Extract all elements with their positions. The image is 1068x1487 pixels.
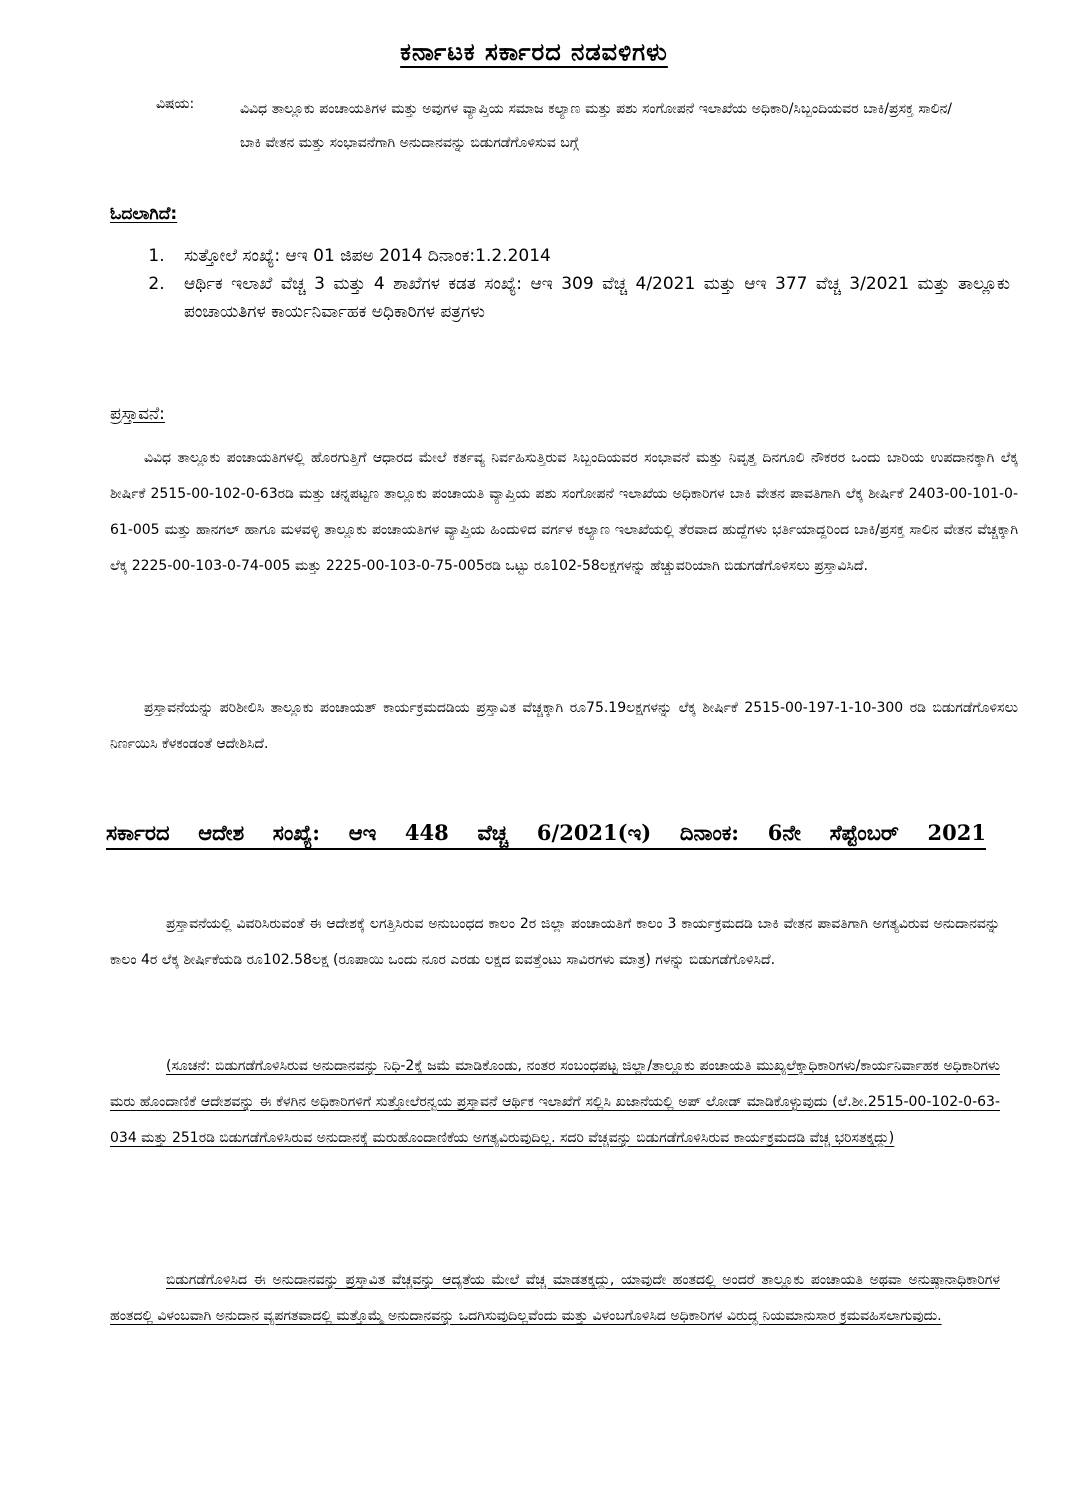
order-title: ಸರ್ಕಾರದ ಆದೇಶ ಸಂಖ್ಯೆ: ಆಇ 448 ವೆಚ್ಚ 6/2021(ಇ) ದಿನಾಂಕ: 6ನೇ ಸೆಪ್ಟೆಂಬರ್ 2021 [106,820,986,845]
read-heading: ಓದಲಾಗಿದೆ: [110,204,178,224]
subject-text: ವಿವಿಧ ತಾಲ್ಲೂಕು ಪಂಚಾಯತಿಗಳ ಮತ್ತು ಅವುಗಳ ವ್ಯಾಪ್ತಿಯ ಸಮಾಜ ಕಲ್ಯಾಣ ಮತ್ತು ಪಶು ಸಂಗೋಪನೆ ಇಲಾಖೆಯ ಅಧಿಕಾರಿ/ಸಿಬ್ಬಂದಿಯವರ ಬಾಕಿ/ಪ್ರಸಕ್ತ ಸಾಲಿನ/ಬಾಕಿ ವೇತನ ಮತ್ತು ಸಂಭಾವನೆಗಾಗಿ ಅನುದಾನವನ್ನು ಬಿಡುಗಡೆಗೊಳಿಸುವ ಬಗ್ಗೆ [240,101,952,151]
reference-item: 2. ಆರ್ಥಿಕ ಇಲಾಖೆ ವೆಚ್ಚ 3 ಮತ್ತು 4 ಶಾಖೆಗಳ ಕಡತ ಸಂಖ್ಯೆ: ಆಇ 309 ವೆಚ್ಚ 4/2021 ಮತ್ತು ಆಇ 377 ವೆಚ್ಚ 3/2021 ಮತ್ತು ತಾಲ್ಲೂಕು ಪಂಚಾಯತಿಗಳ ಕಾರ್ಯನಿರ್ವಾಹಕ ಅಧಿಕಾರಿಗಳ ಪತ್ರಗಳು [170,270,1010,326]
order-paragraph-3: ಬಿಡುಗಡೆಗೊಳಿಸಿದ ಈ ಅನುದಾನವನ್ನು ಪ್ರಸ್ತಾವಿತ ವೆಚ್ಚವನ್ನು ಆದ್ಯತೆಯ ಮೇಲೆ ವೆಚ್ಚ ಮಾಡತಕ್ಕದ್ದು, ಯಾವುದೇ ಹಂತದಲ್ಲಿ ಅಂದರೆ ತಾಲ್ಲೂಕು ಪಂಚಾಯತಿ ಅಥವಾ ಅನುಷ್ಠಾನಾಧಿಕಾರಿಗಳ ಹಂತದಲ್ಲಿ ವಿಳಂಬವಾಗಿ ಅನುದಾನ ವ್ಯಪಗತವಾದಲ್ಲಿ ಮತ್ತೊಮ್ಮೆ ಅನುದಾನವನ್ನು ಒದಗಿಸುವುದಿಲ್ಲವೆಂದು ಮತ್ತು ವಿಳಂಬಗೊಳಿಸಿದ ಅಧಿಕಾರಿಗಳ ವಿರುದ್ಧ ನಿಯಮಾನುಸಾರ ಕ್ರಮವಹಿಸಲಾಗುವುದು. [110,1272,1000,1324]
document-title: ಕರ್ನಾಟಕ ಸರ್ಕಾರದ ನಡವಳಿಗಳು [400,38,668,66]
preamble-paragraph-1: ವಿವಿಧ ತಾಲ್ಲೂಕು ಪಂಚಾಯತಿಗಳಲ್ಲಿ ಹೊರಗುತ್ತಿಗೆ ಆಧಾರದ ಮೇಲೆ ಕರ್ತವ್ಯ ನಿರ್ವಹಿಸುತ್ತಿರುವ ಸಿಬ್ಬಂದಿಯವರ ಸಂಭಾವನೆ ಮತ್ತು ನಿವೃತ್ತ ದಿನಗೂಲಿ ನೌಕರರ ಒಂದು ಬಾರಿಯ ಉಪದಾನಕ್ಕಾಗಿ ಲೆಕ್ಕ ಶೀರ್ಷಿಕೆ 2515-00-102-0-63ರಡಿ ಮತ್ತು ಚನ್ನಪಟ್ಟಣ ತಾಲ್ಲೂಕು ಪಂಚಾಯತಿ ವ್ಯಾಪ್ತಿಯ ಪಶು ಸಂಗೋಪನೆ ಇಲಾಖೆಯ ಅಧಿಕಾರಿಗಳ ಬಾಕಿ ವೇತನ ಪಾವತಿಗಾಗಿ ಲೆಕ್ಕ ಶೀರ್ಷಿಕೆ 2403-00-101-0-61-005 ಮತ್ತು ಹಾನಗಲ್ ಹಾಗೂ ಮಳವಳ್ಳಿ ತಾಲ್ಲೂಕು ಪಂಚಾಯತಿಗಳ ವ್ಯಾಪ್ತಿಯ ಹಿಂದುಳಿದ ವರ್ಗಳ ಕಲ್ಯಾಣ ಇಲಾಖೆಯಲ್ಲಿ ತೆರವಾದ ಹುದ್ದೆಗಳು ಭರ್ತಿಯಾದ್ದರಿಂದ ಬಾಕಿ/ಪ್ರಸಕ್ತ ಸಾಲಿನ ವೇತನ ವೆಚ್ಚಕ್ಕಾಗಿ ಲೆಕ್ಕ 2225-00-103-0-74-005 ಮತ್ತು 2225-00-103-0-75-005ರಡಿ ಒಟ್ಟು ರೂ102-58ಲಕ್ಷಗಳನ್ನು ಹೆಚ್ಚುವರಿಯಾಗಿ ಬಿಡುಗಡೆಗೊಳಿಸಲು ಪ್ರಸ್ತಾವಿಸಿದೆ. [110,450,1018,574]
order-note-paragraph: (ಸೂಚನೆ: ಬಿಡುಗಡೆಗೊಳಿಸಿರುವ ಅನುದಾನವನ್ನು ನಿಧಿ-2ಕ್ಕೆ ಜಮೆ ಮಾಡಿಕೊಂಡು, ನಂತರ ಸಂಬಂಧಪಟ್ಟ ಜಿಲ್ಲಾ/ತಾಲ್ಲೂಕು ಪಂಚಾಯತಿ ಮುಖ್ಯಲೆಕ್ಕಾಧಿಕಾರಿಗಳು/ಕಾರ್ಯನಿರ್ವಾಹಕ ಅಧಿಕಾರಿಗಳು ಮರು ಹೊಂದಾಣಿಕೆ ಆದೇಶವನ್ನು ಈ ಕೆಳಗಿನ ಅಧಿಕಾರಿಗಳಿಗೆ ಸುತ್ತೋಲೆರನ್ವಯ ಪ್ರಸ್ತಾವನೆ ಆರ್ಥಿಕ ಇಲಾಖೆಗೆ ಸಲ್ಲಿಸಿ ಖಜಾನೆಯಲ್ಲಿ ಅಪ್ ಲೋಡ್ ಮಾಡಿಕೊಳ್ಳುವುದು (ಲೆ.ಶೀ.2515-00-102-0-63-034 ಮತ್ತು 251ರಡಿ ಬಿಡುಗಡೆಗೊಳಿಸಿರುವ ಅನುದಾನಕ್ಕೆ ಮರುಹೊಂದಾಣಿಕೆಯ ಅಗತ್ಯವಿರುವುದಿಲ್ಲ. ಸದರಿ ವೆಚ್ಚವನ್ನು ಬಿಡುಗಡೆಗೊಳಿಸಿರುವ ಕಾರ್ಯಕ್ರಮದಡಿ ವೆಚ್ಚ ಭರಿಸತಕ್ಕದ್ದು) [110,1058,1000,1146]
preamble-paragraph-2: ಪ್ರಸ್ತಾವನೆಯನ್ನು ಪರಿಶೀಲಿಸಿ ತಾಲ್ಲೂಕು ಪಂಚಾಯತ್ ಕಾರ್ಯಕ್ರಮದಡಿಯ ಪ್ರಸ್ತಾವಿತ ವೆಚ್ಚಕ್ಕಾಗಿ ರೂ75.19ಲಕ್ಷಗಳನ್ನು ಲೆಕ್ಕ ಶೀರ್ಷಿಕೆ 2515-00-197-1-10-300 ರಡಿ ಬಿಡುಗಡೆಗೊಳಿಸಲು ನಿರ್ಣಯಿಸಿ ಕೆಳಕಂಡಂತೆ ಆದೇಶಿಸಿದೆ. [110,700,1018,752]
reference-list [110,242,1010,326]
preamble-heading: ಪ್ರಸ್ತಾವನೆ: [110,404,165,424]
order-paragraph-1: ಪ್ರಸ್ತಾವನೆಯಲ್ಲಿ ವಿವರಿಸಿರುವಂತೆ ಈ ಆದೇಶಕ್ಕೆ ಲಗತ್ತಿಸಿರುವ ಅನುಬಂಧದ ಕಾಲಂ 2ರ ಜಿಲ್ಲಾ ಪಂಚಾಯತಿಗೆ ಕಾಲಂ 3 ಕಾರ್ಯಕ್ರಮದಡಿ ಬಾಕಿ ವೇತನ ಪಾವತಿಗಾಗಿ ಅಗತ್ಯವಿರುವ ಅನುದಾನವನ್ನು ಕಾಲಂ 4ರ ಲೆಕ್ಕ ಶೀರ್ಷಿಕೆಯಡಿ ರೂ102.58ಲಕ್ಷ (ರೂಪಾಯಿ ಒಂದು ನೂರ ಎರಡು ಲಕ್ಷದ ಐವತ್ತೆಂಟು ಸಾವಿರಗಳು ಮಾತ್ರ) ಗಳನ್ನು ಬಿಡುಗಡೆಗೊಳಿಸಿದೆ. [110,916,1000,968]
reference-item: 1. ಸುತ್ತೋಲೆ ಸಂಖ್ಯೆ: ಆಇ 01 ಜಿಪಅ 2014 ದಿನಾಂಕ:1.2.2014 [170,242,1010,270]
subject-label: ವಿಷಯ: [156,96,195,112]
